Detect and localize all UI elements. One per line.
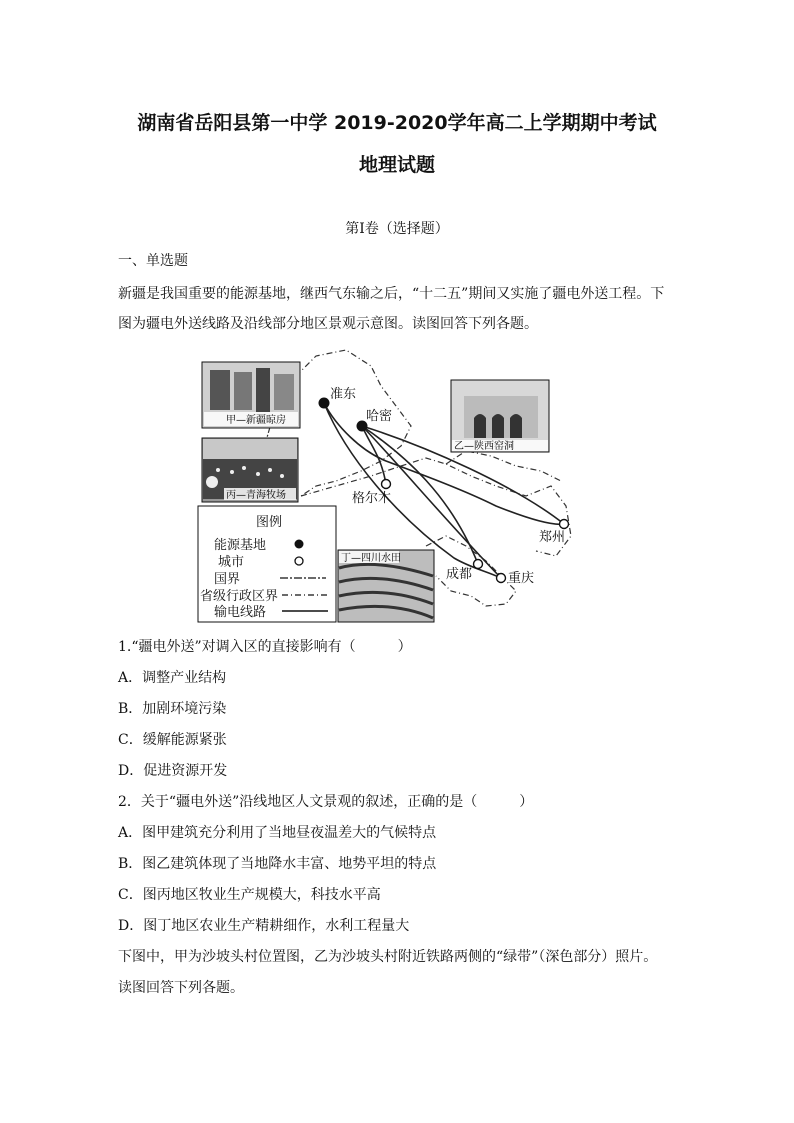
legend-province-border: 省级行政区界 <box>200 589 279 604</box>
outro-line-1: 下图中，甲为沙坡头村位置图，乙为沙坡头村附近铁路两侧的“绿带”（深色部分）照片。 <box>118 949 658 965</box>
city-geermu <box>382 480 391 489</box>
page-title: 湖南省岳阳县第一中学 2019-2020学年高二上学期期中考试 <box>137 112 657 134</box>
question-2-option-a[interactable]: A．图甲建筑充分利用了当地昼夜温差大的气候特点 <box>118 825 437 841</box>
question-2-option-d[interactable]: D．图丁地区农业生产精耕细作，水利工程量大 <box>118 918 410 934</box>
photo-bing-label: 丙—青海牧场 <box>226 490 286 501</box>
city-zhengzhou <box>560 520 569 529</box>
question-1-option-c[interactable]: C．缓解能源紧张 <box>118 732 227 748</box>
photo-yi-label: 乙—陕西窑洞 <box>454 441 514 452</box>
legend-title: 图例 <box>256 515 283 530</box>
label-chongqing: 重庆 <box>508 571 535 586</box>
photo-ding-label: 丁—四川水田 <box>341 553 401 564</box>
page-subtitle: 地理试题 <box>358 154 435 176</box>
question-1-option-d[interactable]: D．促进资源开发 <box>118 763 228 779</box>
question-2-stem: 2．关于“疆电外送”沿线地区人文景观的叙述，正确的是（ ） <box>118 794 534 810</box>
label-zhengzhou: 郑州 <box>539 530 566 545</box>
label-zhundong: 准东 <box>330 387 357 402</box>
question-1-stem: 1.“疆电外送”对调入区的直接影响有（ ） <box>118 639 412 655</box>
legend-energy-base-symbol <box>295 540 304 549</box>
intro-line-1: 新疆是我国重要的能源基地，继西气东输之后，“十二五”期间又实施了疆电外送工程。下 <box>118 286 665 302</box>
question-2-option-c[interactable]: C．图丙地区牧业生产规模大，科技水平高 <box>118 887 381 903</box>
section-heading: 第I卷（选择题） <box>345 221 449 237</box>
legend-energy-base: 能源基地 <box>214 538 267 553</box>
energy-base-zhundong <box>319 398 330 409</box>
legend-city-symbol <box>295 557 303 565</box>
question-1-option-a[interactable]: A．调整产业结构 <box>118 670 227 686</box>
legend-border: 国界 <box>214 572 241 587</box>
photo-jia <box>202 362 300 428</box>
legend <box>198 506 336 622</box>
outro-line-2: 读图回答下列各题。 <box>118 980 244 996</box>
label-hami: 哈密 <box>366 409 393 424</box>
question-2-option-b[interactable]: B．图乙建筑体现了当地降水丰富、地势平坦的特点 <box>118 856 437 872</box>
legend-power-line: 输电线路 <box>214 605 267 620</box>
city-chengdu <box>474 560 483 569</box>
label-chengdu: 成都 <box>446 567 473 582</box>
power-transmission-map <box>196 346 596 624</box>
label-geermu: 格尔木 <box>352 491 392 506</box>
photo-ding <box>338 550 434 622</box>
photo-yi <box>451 380 549 452</box>
question-1-option-b[interactable]: B．加剧环境污染 <box>118 701 227 717</box>
intro-line-2: 图为疆电外送线路及沿线部分地区景观示意图。读图回答下列各题。 <box>118 316 538 332</box>
legend-city: 城市 <box>218 555 245 570</box>
province-border-xinjiang <box>296 350 411 496</box>
photo-bing <box>202 438 298 502</box>
photo-jia-label: 甲—新疆晾房 <box>226 415 286 426</box>
city-chongqing <box>497 574 506 583</box>
question-type-label: 一、单选题 <box>118 253 188 269</box>
